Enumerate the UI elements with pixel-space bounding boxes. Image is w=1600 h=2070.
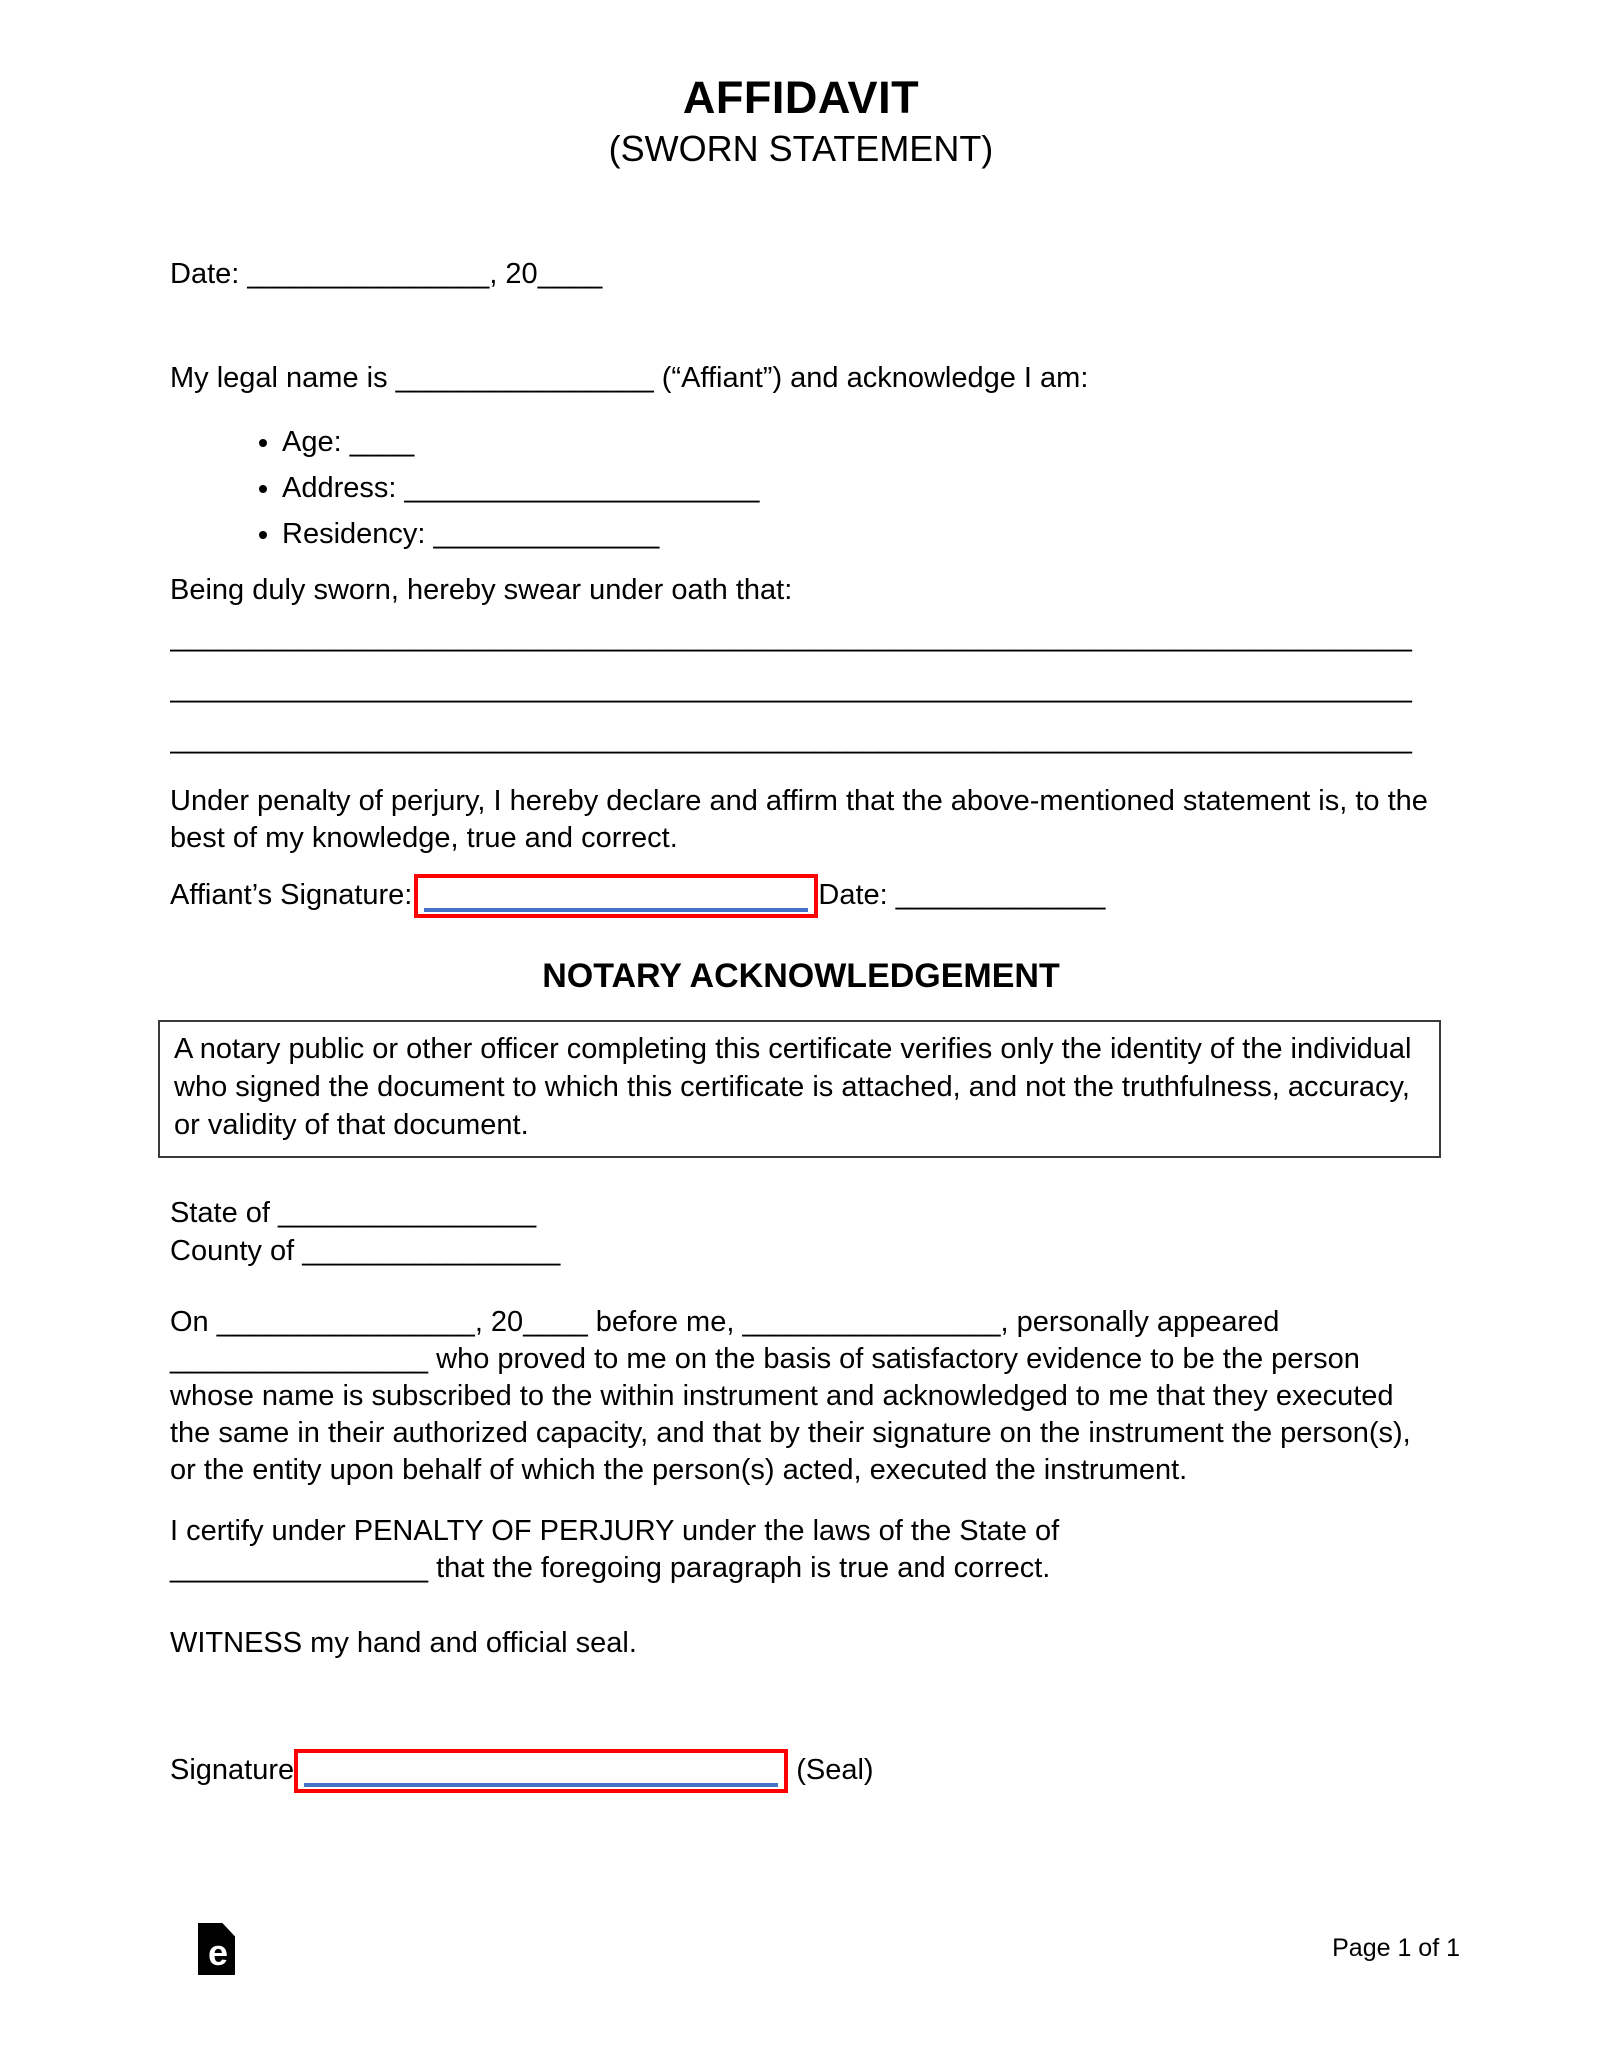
date-blank: _______________ bbox=[247, 258, 490, 290]
residency-blank: ______________ bbox=[433, 518, 660, 550]
state-line bbox=[170, 1194, 1432, 1232]
signature-field-underline bbox=[424, 908, 808, 912]
ack-mid3: , personally appeared bbox=[1000, 1306, 1280, 1338]
date-label: Date: bbox=[170, 258, 248, 290]
affiant-signature-label: Affiant’s Signature: bbox=[170, 879, 413, 911]
document-title: AFFIDAVIT bbox=[682, 72, 920, 123]
fact-age bbox=[282, 422, 1432, 462]
year-blank: ____ bbox=[537, 258, 603, 290]
certify-paragraph bbox=[170, 1513, 1432, 1587]
ack-appearer-blank: ________________ bbox=[170, 1343, 429, 1375]
notary-signature-label: Signature bbox=[170, 1754, 295, 1786]
county-line bbox=[170, 1232, 1432, 1270]
ack-year-blank: ____ bbox=[523, 1306, 588, 1338]
county-blank: ________________ bbox=[302, 1235, 561, 1267]
legal-name-line bbox=[170, 358, 1432, 398]
state-county-block bbox=[170, 1194, 1432, 1270]
residency-label: Residency: bbox=[282, 518, 434, 550]
fact-residency bbox=[282, 514, 1432, 554]
statement-line-1: _____________________________________________________________________________ bbox=[170, 621, 1412, 653]
notary-heading: NOTARY ACKNOWLEDGEMENT bbox=[542, 957, 1060, 995]
ack-date-blank: ________________ bbox=[216, 1306, 475, 1338]
document-subtitle: (SWORN STATEMENT) bbox=[608, 128, 994, 169]
ack-mid1: , 20 bbox=[474, 1306, 524, 1338]
fact-address bbox=[282, 468, 1432, 508]
year-prefix: , 20 bbox=[489, 258, 538, 290]
affiant-signature-row bbox=[170, 871, 1432, 919]
ack-on: On bbox=[170, 1306, 217, 1338]
affiant-signature-field[interactable] bbox=[414, 874, 818, 918]
seal-label: (Seal) bbox=[788, 1754, 874, 1786]
certify-line2-rest: that the foregoing paragraph is true and correct. bbox=[428, 1552, 1051, 1584]
notary-signature-row bbox=[170, 1746, 1432, 1794]
statement-line-3: _____________________________________________________________________________ bbox=[170, 723, 1412, 755]
eforms-logo bbox=[198, 1923, 235, 1975]
document-content bbox=[170, 72, 1432, 1794]
ack-rest: who proved to me on the basis of satisfactory evidence to be the person whose name is subscribed to the within instrument and acknowledged to me that they executed the same in their authorized capacity, and that by their signature on the instrument the person(s), or the entity upon behalf of which the person(s) acted, executed the instrument. bbox=[170, 1343, 1411, 1486]
ack-mid2: before me, bbox=[587, 1306, 743, 1338]
logo-letter: e bbox=[207, 1932, 229, 1973]
affiant-facts-list bbox=[170, 422, 1432, 554]
address-blank: ______________________ bbox=[404, 472, 760, 504]
legal-name-suffix: (“Affiant”) and acknowledge I am: bbox=[653, 362, 1089, 394]
page-number: Page 1 of 1 bbox=[1332, 1934, 1460, 1962]
certify-line1: I certify under PENALTY OF PERJURY under the laws of the State of bbox=[170, 1515, 1060, 1547]
notary-disclaimer-text: A notary public or other officer completing this certificate verifies only the identity of the individual who signed the document to which this certificate is attached, and not the truthfulness, accuracy, or validity of that document. bbox=[174, 1033, 1412, 1141]
address-label: Address: bbox=[282, 472, 405, 504]
acknowledgement-paragraph bbox=[170, 1304, 1432, 1489]
county-label: County of bbox=[170, 1235, 303, 1267]
affiant-date-label: Date: bbox=[818, 879, 896, 911]
oath-lead: Being duly sworn, hereby swear under oath that: bbox=[170, 574, 793, 606]
legal-name-prefix: My legal name is bbox=[170, 362, 396, 394]
date-line bbox=[170, 254, 1432, 294]
state-label: State of bbox=[170, 1197, 279, 1229]
legal-name-blank: ________________ bbox=[395, 362, 654, 394]
statement-line-2: _____________________________________________________________________________ bbox=[170, 672, 1412, 704]
witness-line: WITNESS my hand and official seal. bbox=[170, 1627, 637, 1659]
perjury-declaration: Under penalty of perjury, I hereby declare and affirm that the above-mentioned statement is, to the best of my knowledge, true and correct. bbox=[170, 785, 1428, 854]
state-blank: ________________ bbox=[278, 1197, 537, 1229]
notary-signature-field[interactable] bbox=[294, 1749, 788, 1793]
certify-state-blank: ________________ bbox=[170, 1552, 429, 1584]
statement-blank-lines bbox=[170, 612, 1432, 765]
age-blank: ____ bbox=[349, 426, 415, 458]
affiant-date-blank: _____________ bbox=[895, 879, 1106, 911]
signature-field-underline bbox=[304, 1783, 778, 1787]
ack-notary-name-blank: ________________ bbox=[742, 1306, 1001, 1338]
notary-disclaimer-box bbox=[158, 1020, 1441, 1158]
age-label: Age: bbox=[282, 426, 350, 458]
